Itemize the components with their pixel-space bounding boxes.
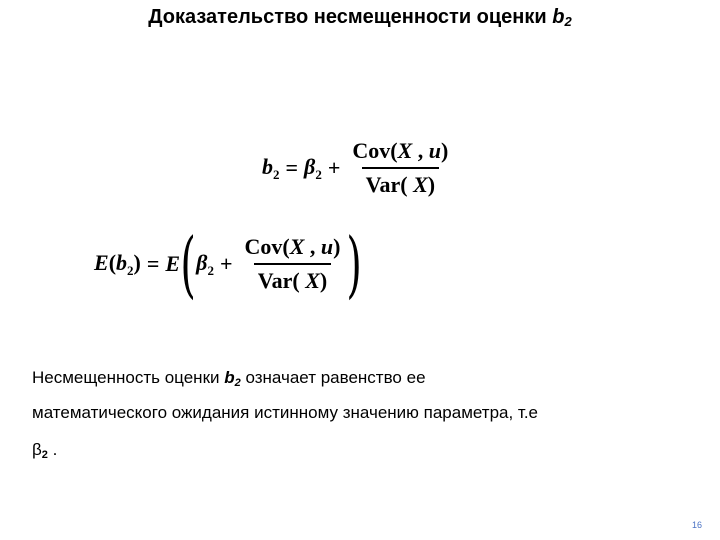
title-sub: 2 [564,14,572,29]
title-text: Доказательство несмещенности оценки [148,6,553,28]
formula1-beta: $\beta_2$ [304,153,322,182]
page-number: 16 [691,520,702,530]
formula2-plus: + [219,251,233,276]
explanation-line-3: β2 . [32,440,58,461]
title-var: b [552,6,565,28]
page-title [0,6,720,29]
formula2-numerator: Cov(X , u) [244,234,341,259]
formula2-beta: $\beta_2$ [196,249,214,278]
formula2-denominator: Var( X) [254,263,331,294]
explanation-line-1: Несмещенность оценки b2 означает равенство ее [32,368,426,389]
formula-estimator [262,138,454,198]
formula2-fraction [241,234,345,294]
formula1-equals: = [285,155,299,180]
formula-expectation [94,222,363,306]
formula1-numerator: Cov(X , u) [352,138,449,163]
formula1-plus: + [327,155,341,180]
formula2-lhs: $E(b_2)$ [94,249,141,278]
formula2-equals: = [146,251,160,276]
formula1-denominator: Var( X) [362,167,439,198]
formula2-close-paren: ) [346,222,363,306]
formula2-e: E [165,251,181,276]
formula1-fraction [348,138,452,198]
formula1-lhs: $b_2$ [262,153,280,182]
explanation-line-2: математического ожидания истинному значению параметра, т.е [32,403,538,422]
formula2-open-paren: ( [180,222,196,306]
